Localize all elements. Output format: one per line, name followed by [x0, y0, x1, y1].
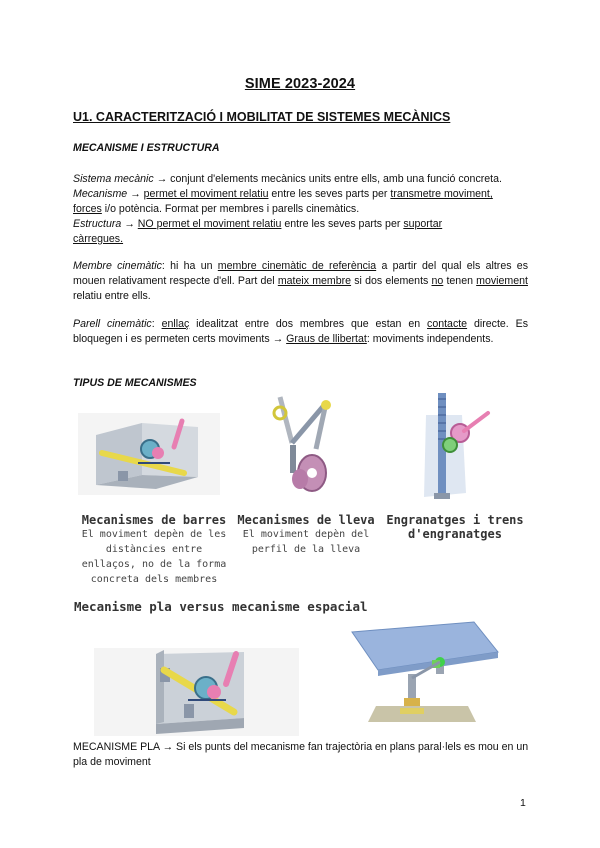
- underlined: enllaç: [161, 318, 190, 330]
- estructura-line: [73, 217, 528, 247]
- caption-lleva: [232, 513, 380, 557]
- arrow: →: [127, 188, 144, 200]
- text: :: [151, 318, 162, 330]
- underlined: Graus de llibertat: [286, 333, 367, 345]
- bar-mechanism-image: [78, 413, 220, 495]
- text: directe. Es bloquegen i es permeten certs moviments →: [73, 318, 528, 345]
- underlined: forces: [73, 203, 102, 215]
- caption-line: distàncies entre: [105, 544, 203, 555]
- underlined: transmetre moviment,: [390, 188, 493, 200]
- gear-mechanism-image: [400, 393, 496, 503]
- caption-line: enllaços, no de la forma: [81, 559, 227, 570]
- planar-mechanism-image: [94, 648, 299, 736]
- pla-vs-espacial-heading: Mecanisme pla versus mecanisme espacial: [74, 599, 368, 614]
- underlined: no: [431, 275, 444, 287]
- caption-line: El moviment depèn de les: [81, 529, 227, 540]
- underlined: permet el moviment relatiu: [143, 188, 269, 200]
- arrow: →: [121, 218, 138, 230]
- spatial-mechanism-image: [348, 618, 498, 730]
- estructura-term: Estructura: [73, 218, 122, 230]
- text: entre les seves parts per: [281, 218, 404, 230]
- sistema-text: → conjunt d'elements mecànics units entre ells, amb una funció concreta.: [153, 173, 502, 185]
- cam-mechanism-image: [258, 393, 354, 499]
- text: : hi ha un: [161, 260, 218, 272]
- caption-line: perfil de la lleva: [251, 544, 361, 555]
- sistema-term: Sistema mecànic: [73, 173, 154, 185]
- mecanisme-term: Mecanisme: [73, 188, 128, 200]
- mecanisme-line: [73, 187, 528, 217]
- caption-barres: [76, 513, 232, 587]
- parell-term: Parell cinemàtic: [73, 318, 152, 330]
- underlined: NO permet el moviment relatiu: [137, 218, 282, 230]
- caption-title: Mecanismes de lleva: [237, 513, 375, 527]
- caption-title: Mecanismes de barres: [81, 513, 227, 527]
- text: idealitzat entre dos membres que estan en: [189, 318, 428, 330]
- underlined: mateix membre: [277, 275, 352, 287]
- unit-heading: U1. CARACTERITZACIÓ I MOBILITAT DE SISTEMES MECÀNICS: [73, 110, 451, 124]
- page-number: 1: [520, 797, 526, 809]
- membre-paragraph: [73, 259, 528, 304]
- caption-line: El moviment depèn del: [242, 529, 370, 540]
- text: si dos elements: [351, 275, 432, 287]
- definitions-block: [73, 172, 528, 247]
- text: a partir del qual els altres es mouen relativament respecte d'ell. Part del: [73, 260, 528, 287]
- text: i/o potència. Format per membres i parells cinemàtics.: [101, 203, 360, 215]
- caption-title: d'engranatges: [408, 527, 502, 541]
- page-title: SIME 2023-2024: [244, 76, 356, 92]
- text: relatiu entre ells.: [73, 290, 151, 302]
- text: : moviments independents.: [366, 333, 494, 345]
- underlined: membre cinemàtic de referència: [217, 260, 377, 272]
- section-heading-mecanisme-estructura: MECANISME I ESTRUCTURA: [73, 142, 220, 154]
- caption-engranatges: [380, 513, 530, 541]
- underlined: moviement: [476, 275, 528, 287]
- sistema-line: [73, 172, 528, 187]
- caption-line: concreta dels membres: [90, 574, 218, 585]
- underlined: càrregues.: [73, 233, 124, 245]
- text: entre les seves parts per: [268, 188, 391, 200]
- membre-term: Membre cinemàtic: [73, 260, 162, 272]
- section-heading-tipus: TIPUS DE MECANISMES: [73, 377, 197, 389]
- caption-title: Engranatges i trens: [386, 513, 524, 527]
- underlined: contacte: [427, 318, 468, 330]
- underlined: suportar: [403, 218, 443, 230]
- mecanisme-pla-text: MECANISME PLA → Si els punts del mecanisme fan trajectòria en plans paral·lels es mou en un pla de moviment: [73, 741, 529, 768]
- parell-paragraph: [73, 317, 528, 347]
- text: tenen: [443, 275, 477, 287]
